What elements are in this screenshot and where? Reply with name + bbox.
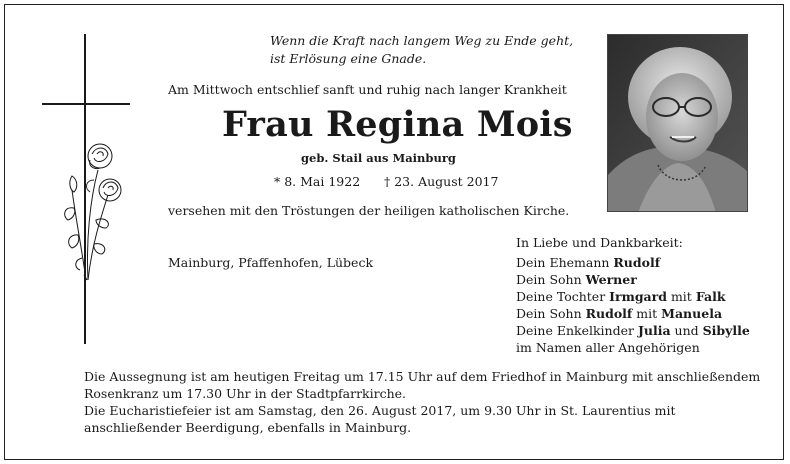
deceased-name: Frau Regina Mois	[222, 104, 573, 145]
mourner-line: Dein Ehemann Rudolf	[516, 255, 661, 270]
intro-text: Am Mittwoch entschlief sanft und ruhig nach langer Krankheit	[168, 82, 567, 97]
quote-line-2: ist Erlösung eine Gnade.	[270, 51, 427, 66]
mourners-heading: In Liebe und Dankbarkeit:	[516, 235, 683, 250]
sacraments-text: versehen mit den Tröstungen der heiligen katholischen Kirche.	[168, 203, 570, 218]
places-text: Mainburg, Pfaffenhofen, Lübeck	[168, 255, 374, 270]
notice-paragraph-1: Die Aussegnung ist am heutigen Freitag um 17.15 Uhr auf dem Friedhof in Mainburg mit anschließendem Rosenkranz um 17.30 Uhr in der Stadtpfarrkirche.	[84, 369, 761, 401]
quote-line-1: Wenn die Kraft nach langem Weg zu Ende geht,	[270, 33, 574, 48]
mourner-line: Deine Tochter Irmgard mit Falk	[516, 289, 726, 304]
mourner-line: Deine Enkelkinder Julia und Sibylle	[516, 323, 750, 338]
death-date: † 23. August 2017	[384, 174, 499, 189]
portrait-image	[608, 35, 748, 212]
maiden-name: geb. Stail aus Mainburg	[301, 151, 456, 165]
mourners-closing: im Namen aller Angehörigen	[516, 340, 700, 355]
cross-with-roses-icon	[38, 30, 138, 350]
notice-paragraph-2: Die Eucharistiefeier ist am Samstag, den 26. August 2017, um 9.30 Uhr in St. Laurentius mit anschließender Beerdigung, ebenfalls in Mainburg.	[84, 403, 676, 435]
portrait-photo	[607, 34, 748, 212]
mourner-line: Dein Sohn Rudolf mit Manuela	[516, 306, 723, 321]
mourner-line: Dein Sohn Werner	[516, 272, 637, 287]
birth-date: * 8. Mai 1922	[274, 174, 361, 189]
